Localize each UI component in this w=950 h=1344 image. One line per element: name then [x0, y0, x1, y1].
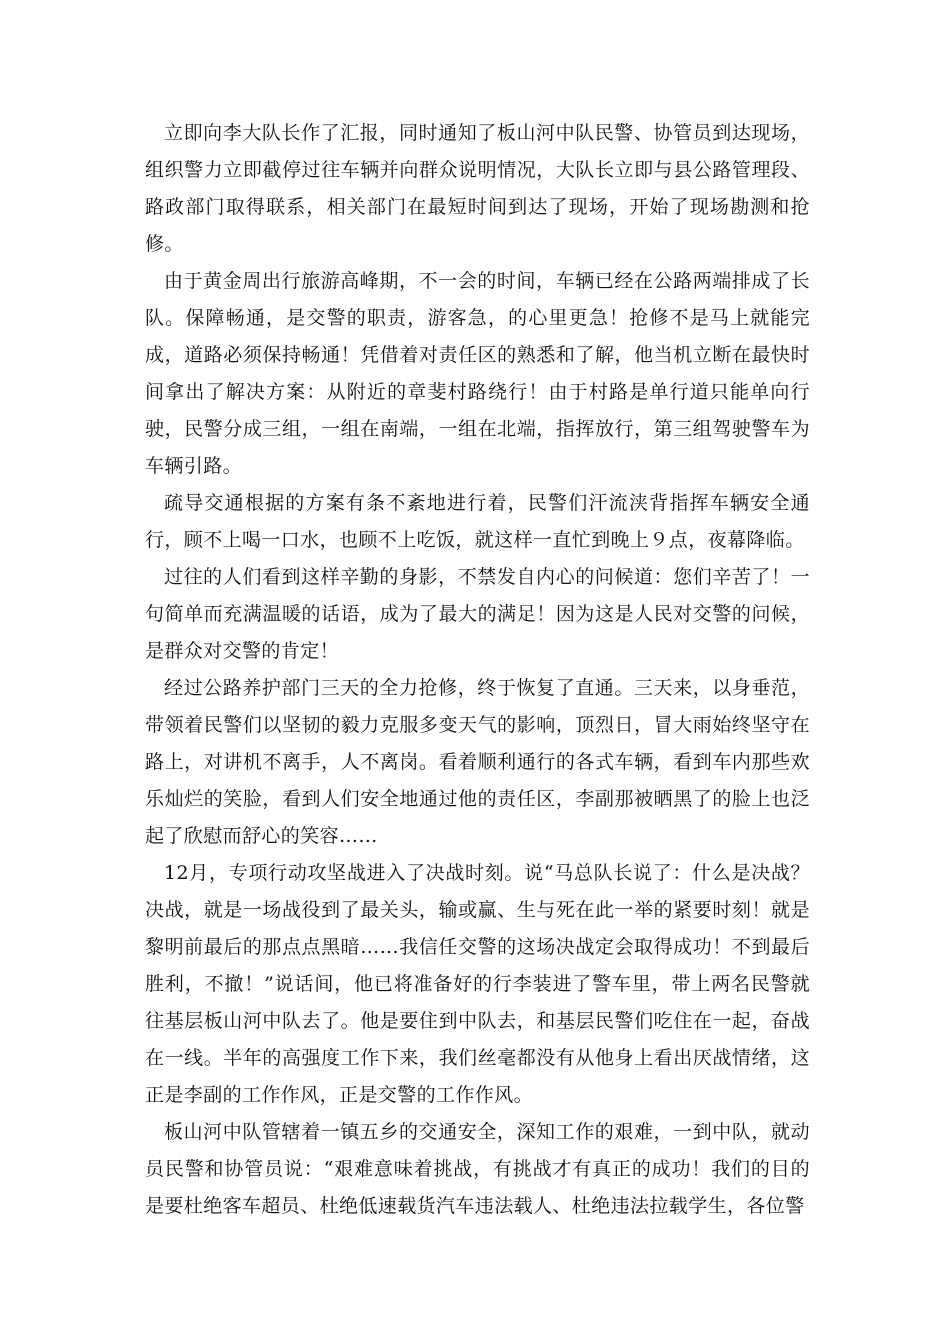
paragraph-7: 板山河中队管辖着一镇五乡的交通安全，深知工作的艰难，一到中队，就动员民警和协管员说：“艰难意味着挑战，有挑战才有真正的成功！我们的目的是要杜绝客车超员、杜绝低速载货汽车违法载人、杜绝违法拉载学生，各位警 — [145, 1121, 810, 1217]
paragraph-2: 由于黄金周出行旅游高峰期，不一会的时间，车辆已经在公路两端排成了长队。保障畅通，是交警的职责，游客急，的心里更急！抢修不是马上就能完成，道路必须保持畅通！凭借着对责任区的熟悉和了解，他当机立断在最快时间拿出了解决方案：从附近的章斐村路绕行！由于村路是单行道只能单向行驶，民警分成三组，一组在南端，一组在北端，指挥放行，第三组驾驶警车为车辆引路。 — [145, 270, 810, 477]
paragraph-5: 经过公路养护部门三天的全力抢修，终于恢复了直通。三天来，以身垂范，带领着民警们以坚韧的毅力克服多变天气的影响，顶烈日，冒大雨始终坚守在路上，对讲机不离手，人不离岗。看着顺利通行的各式车辆，看到车内那些欢乐灿烂的笑脸，看到人们安全地通过他的责任区，李副那被晒黑了的脸上也泛起了欣慰而舒心的笑容…… — [145, 677, 810, 847]
paragraph-6: 12月，专项行动攻坚战进入了决战时刻。说“马总队长说了：什么是决战？决战，就是一场战役到了最关头，输或赢、生与死在此一举的紧要时刻！就是黎明前最后的那点点黑暗……我信任交警的这场决战定会取得成功！不到最后胜利，不撤！”说话间，他已将准备好的行李装进了警车里，带上两名民警就往基层板山河中队去了。他是要住到中队去，和基层民警们吃住在一起，奋战在一线。半年的高强度工作下来，我们丝毫都没有从他身上看出厌战情绪，这正是李副的工作作风，正是交警的工作作风。 — [145, 862, 810, 1106]
paragraph-3: 疏导交通根据的方案有条不紊地进行着，民警们汗流浃背指挥车辆安全通行，顾不上喝一口水，也顾不上吃饭，就这样一直忙到晚上９点，夜幕降临。 — [145, 492, 810, 551]
document-body — [145, 115, 810, 1225]
paragraph-1: 立即向李大队长作了汇报，同时通知了板山河中队民警、协管员到达现场，组织警力立即截停过往车辆并向群众说明情况，大队长立即与县公路管理段、路政部门取得联系，相关部门在最短时间到达了现场，开始了现场勘测和抢修。 — [145, 122, 810, 255]
paragraph-4: 过往的人们看到这样辛勤的身影，不禁发自内心的问候道：您们辛苦了！一句简单而充满温暖的话语，成为了最大的满足！因为这是人民对交警的问候，是群众对交警的肯定！ — [145, 566, 810, 662]
